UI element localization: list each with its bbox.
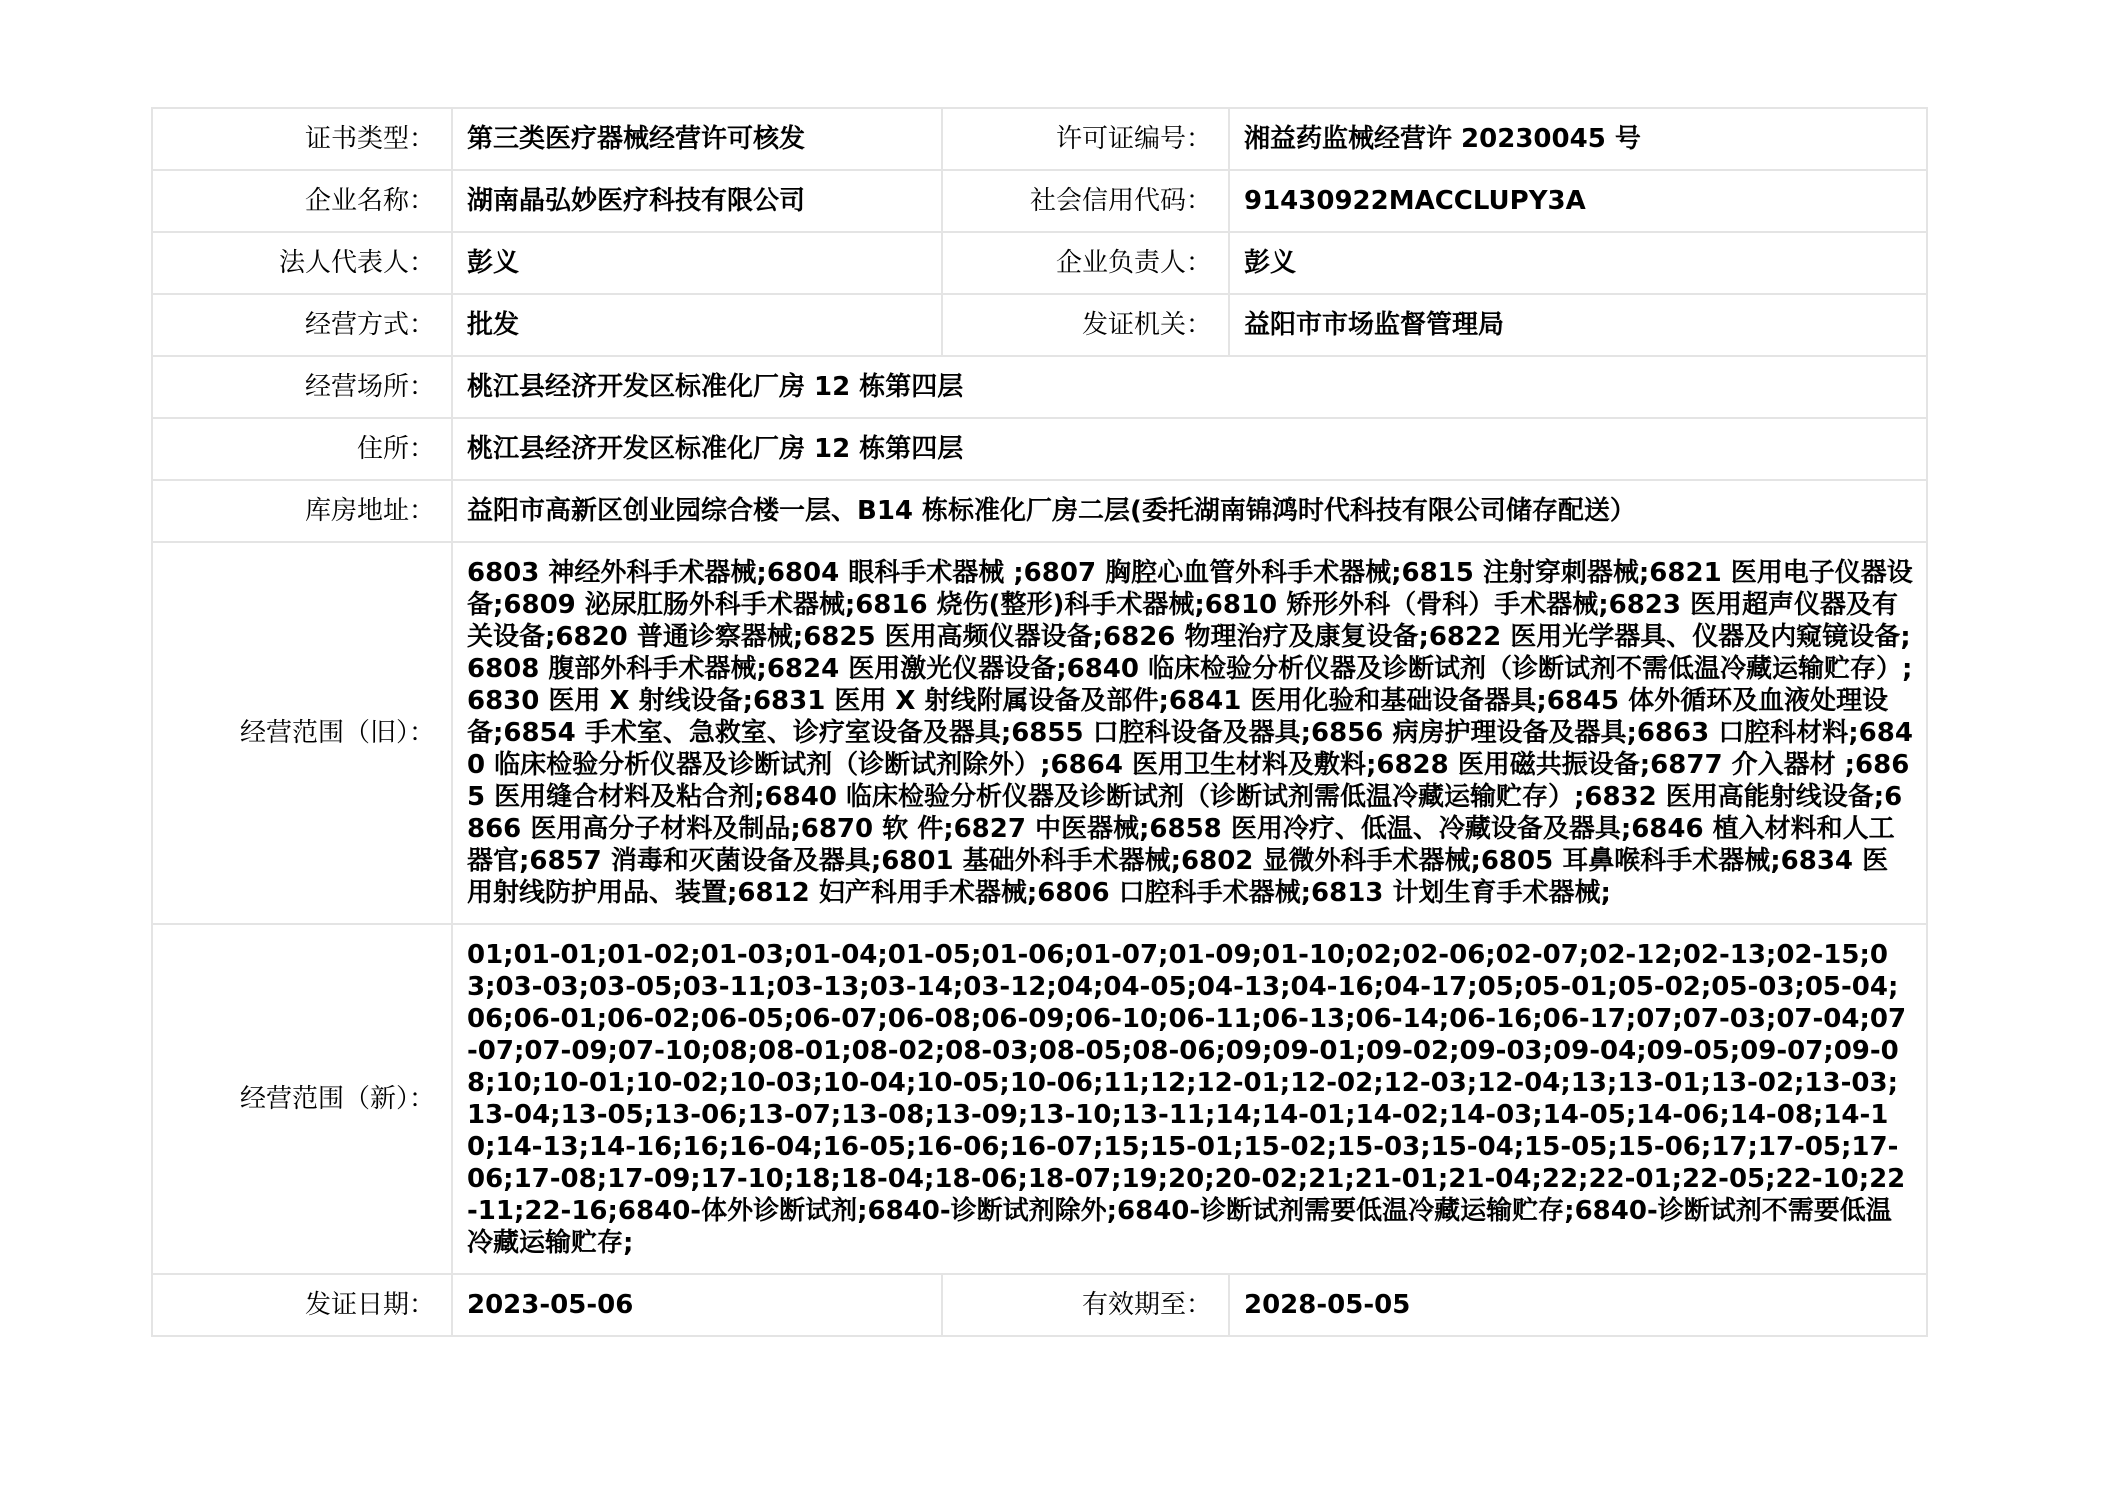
row-company bbox=[152, 170, 1927, 232]
company-name-value: 湖南晶弘妙医疗科技有限公司 bbox=[452, 170, 942, 232]
premises-value: 桃江县经济开发区标准化厂房 12 栋第四层 bbox=[452, 356, 1927, 418]
row-persons bbox=[152, 232, 1927, 294]
valid-until-value: 2028-05-05 bbox=[1229, 1274, 1927, 1336]
manager-label: 企业负责人： bbox=[942, 232, 1229, 294]
issuer-label: 发证机关： bbox=[942, 294, 1229, 356]
warehouse-value: 益阳市高新区创业园综合楼一层、B14 栋标准化厂房二层(委托湖南锦鸿时代科技有限公司储存配送） bbox=[452, 480, 1927, 542]
valid-until-label: 有效期至： bbox=[942, 1274, 1229, 1336]
scope-new-label: 经营范围（新）： bbox=[152, 924, 452, 1274]
premises-label: 经营场所： bbox=[152, 356, 452, 418]
license-no-value: 湘益药监械经营许 20230045 号 bbox=[1229, 108, 1927, 170]
row-mode-issuer bbox=[152, 294, 1927, 356]
issue-date-label: 发证日期： bbox=[152, 1274, 452, 1336]
legal-rep-value: 彭义 bbox=[452, 232, 942, 294]
license-table bbox=[151, 107, 1928, 1337]
issue-date-value: 2023-05-06 bbox=[452, 1274, 942, 1336]
warehouse-label: 库房地址： bbox=[152, 480, 452, 542]
residence-value: 桃江县经济开发区标准化厂房 12 栋第四层 bbox=[452, 418, 1927, 480]
business-mode-value: 批发 bbox=[452, 294, 942, 356]
legal-rep-label: 法人代表人： bbox=[152, 232, 452, 294]
residence-label: 住所： bbox=[152, 418, 452, 480]
credit-code-label: 社会信用代码： bbox=[942, 170, 1229, 232]
manager-value: 彭义 bbox=[1229, 232, 1927, 294]
cert-type-value: 第三类医疗器械经营许可核发 bbox=[452, 108, 942, 170]
company-name-label: 企业名称： bbox=[152, 170, 452, 232]
row-residence bbox=[152, 418, 1927, 480]
row-scope-new bbox=[152, 924, 1927, 1274]
cert-type-label: 证书类型： bbox=[152, 108, 452, 170]
scope-old-value: 6803 神经外科手术器械;6804 眼科手术器械 ;6807 胸腔心血管外科手术器械;6815 注射穿刺器械;6821 医用电子仪器设备;6809 泌尿肛肠外科手术器械;6816 烧伤(整形)科手术器械;6810 矫形外科（骨科）手术器械;6823 医用超声仪器及有关设备;6820 普通诊察器械;6825 医用高频仪器设备;6826 物理治疗及康复设备;6822 医用光学器具、仪器及内窥镜设备;6808 腹部外科手术器械;6824 医用激光仪器设备;6840 临床检验分析仪器及诊断试剂（诊断试剂不需低温冷藏运输贮存）;6830 医用 X 射线设备;6831 医用 X 射线附属设备及部件;6841 医用化验和基础设备器具;6845 体外循环及血液处理设备;6854 手术室、急救室、诊疗室设备及器具;6855 口腔科设备及器具;6856 病房护理设备及器具;6863 口腔科材料;6840 临床检验分析仪器及诊断试剂（诊断试剂除外）;6864 医用卫生材料及敷料;6828 医用磁共振设备;6877 介入器材 ;6865 医用缝合材料及粘合剂;6840 临床检验分析仪器及诊断试剂（诊断试剂需低温冷藏运输贮存）;6832 医用高能射线设备;6866 医用高分子材料及制品;6870 软 件;6827 中医器械;6858 医用冷疗、低温、冷藏设备及器具;6846 植入材料和人工器官;6857 消毒和灭菌设备及器具;6801 基础外科手术器械;6802 显微外科手术器械;6805 耳鼻喉科手术器械;6834 医用射线防护用品、装置;6812 妇产科用手术器械;6806 口腔科手术器械;6813 计划生育手术器械; bbox=[452, 542, 1927, 924]
business-mode-label: 经营方式： bbox=[152, 294, 452, 356]
row-dates bbox=[152, 1274, 1927, 1336]
row-warehouse bbox=[152, 480, 1927, 542]
issuer-value: 益阳市市场监督管理局 bbox=[1229, 294, 1927, 356]
credit-code-value: 91430922MACCLUPY3A bbox=[1229, 170, 1927, 232]
scope-old-label: 经营范围（旧）： bbox=[152, 542, 452, 924]
row-cert-type bbox=[152, 108, 1927, 170]
scope-new-value: 01;01-01;01-02;01-03;01-04;01-05;01-06;01-07;01-09;01-10;02;02-06;02-07;02-12;02-13;02-15;03;03-03;03-05;03-11;03-13;03-14;03-12;04;04-05;04-13;04-16;04-17;05;05-01;05-02;05-03;05-04;06;06-01;06-02;06-05;06-07;06-08;06-09;06-10;06-11;06-13;06-14;06-16;06-17;07;07-03;07-04;07-07;07-09;07-10;08;08-01;08-02;08-03;08-05;08-06;09;09-01;09-02;09-03;09-04;09-05;09-07;09-08;10;10-01;10-02;10-03;10-04;10-05;10-06;11;12;12-01;12-02;12-03;12-04;13;13-01;13-02;13-03;13-04;13-05;13-06;13-07;13-08;13-09;13-10;13-11;14;14-01;14-02;14-03;14-05;14-06;14-08;14-10;14-13;14-16;16;16-04;16-05;16-06;16-07;15;15-01;15-02;15-03;15-04;15-05;15-06;17;17-05;17-06;17-08;17-09;17-10;18;18-04;18-06;18-07;19;20;20-02;21;21-01;21-04;22;22-01;22-05;22-10;22-11;22-16;6840-体外诊断试剂;6840-诊断试剂除外;6840-诊断试剂需要低温冷藏运输贮存;6840-诊断试剂不需要低温冷藏运输贮存; bbox=[452, 924, 1927, 1274]
row-premises bbox=[152, 356, 1927, 418]
row-scope-old bbox=[152, 542, 1927, 924]
license-no-label: 许可证编号： bbox=[942, 108, 1229, 170]
